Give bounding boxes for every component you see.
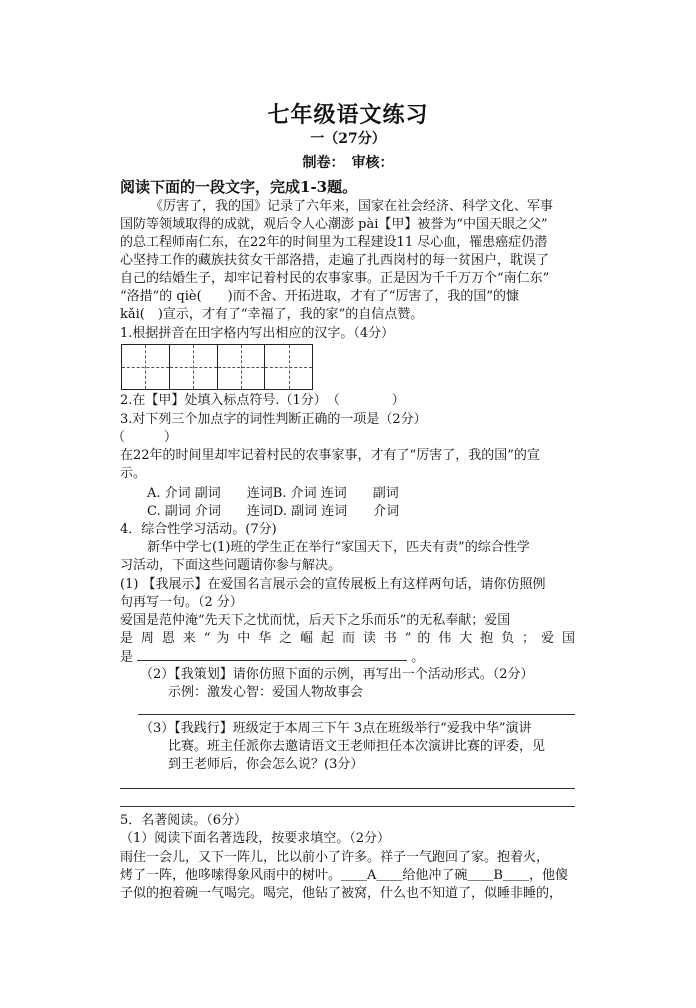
q4-part2: （2）【我策划】请你仿照下面的示例，再写出一个活动形式。（2分）	[140, 667, 534, 682]
answer-paren: （ ）	[112, 430, 178, 445]
q4-intro: 新华中学七(1)班的学生正在举行“家国天下，匹夫有责”的综合性学	[147, 540, 530, 555]
q4-example: 示例：激发心智：爱国人物故事会	[168, 685, 364, 700]
grid-cell[interactable]	[218, 345, 266, 389]
q4-part1-text: 爱国是范仲淹“先天下之忧而忧，后天下之乐而乐”的无私奉献；爱国	[120, 613, 511, 628]
q4-part1: 句再写一句。（2 分）	[120, 595, 243, 610]
q4-part3: 比赛。班主任派你去邀请语文王老师担任本次演讲比赛的评委，见	[168, 739, 546, 754]
answer-line[interactable]	[120, 806, 575, 807]
tianzige-grid[interactable]	[121, 344, 313, 390]
page-title: 七年级语文练习	[267, 102, 429, 128]
answer-line[interactable]	[138, 714, 575, 715]
passage-line: 国防等领域取得的成就，观后令人心潮澎 pài【甲】被誉为“中国天眼之父”	[120, 217, 548, 232]
passage-line: 的总工程师南仁东，在22年的时间里为工程建设11 尽心血，罹患癌症仍潜	[120, 235, 548, 250]
page-subtitle: 一（27分）	[310, 131, 386, 147]
q4-part3: 到王老师后，你会怎么说？(3分）	[168, 757, 364, 772]
passage-line: 《厉害了，我的国》记录了六年来，国家在社会经济、科学文化、军事	[150, 199, 554, 214]
maker-reviewer: 制卷： 审核：	[302, 155, 394, 171]
passage-line: 自己的结婚生子，却牢记着村民的农事家事。正是因为千千万万个“南仁东”	[120, 271, 550, 286]
answer-blank[interactable]	[137, 648, 407, 661]
q4-part1-text: 是 周 恩 来 “ 为 中 华 之 崛 起 而 读 书 ” 的 伟 大 抱 负 ； 爱 国	[120, 631, 575, 646]
q5-text: 雨住一会儿，又下一阵儿，比以前小了许多。祥子一气跑回了家。抱着火，	[120, 850, 550, 865]
passage-line: “洛措”的 qiè( )而不舍、开拓进取，才有了“厉害了，我的国”的慷	[120, 289, 520, 304]
q4-part3: （3）【我践行】班级定于本周三下午 3点在班级举行“爱我中华”演讲	[140, 721, 532, 736]
q4-part1-fill[interactable]	[120, 648, 424, 666]
grid-cell[interactable]	[122, 345, 170, 389]
question-5: 5．名著阅读。（6分）	[120, 813, 248, 828]
question-4: 4．综合性学习活动。(7分)	[120, 522, 277, 537]
option-ab: A. 介词 副词 连词B. 介词 连词 副词	[147, 486, 399, 501]
fill-prefix: 是	[120, 650, 134, 665]
q4-part1: (1) 【我展示】在爱国名言展示会的宣传展板上有这样两句话，请你仿照例	[120, 577, 546, 592]
answer-line[interactable]	[120, 788, 575, 789]
section-heading: 阅读下面的一段文字，完成1-3题。	[120, 178, 358, 196]
grid-cell[interactable]	[170, 345, 218, 389]
option-cd: C. 副词 介词 连词D. 副词 连词 介词	[147, 504, 400, 519]
grid-cell[interactable]	[265, 345, 312, 389]
q3-sentence: 在22年的时间里却牢记着村民的农事家事，才有了“厉害了，我的国”的宣	[120, 448, 540, 463]
question-3: 3.对下列三个加点字的词性判断正确的一项是（2分）	[120, 412, 427, 427]
passage-line: 心坚持工作的藏族扶贫女干部洛措，走遍了扎西岗村的每一贫困户，耽误了	[120, 253, 550, 268]
q5-part1: （1）阅读下面名著选段，按要求填空。（2分）	[120, 831, 391, 846]
question-1: 1.根据拼音在田字格内写出相应的汉字。（4分）	[120, 326, 395, 341]
q3-sentence: 示。	[120, 466, 147, 481]
question-2: 2.在【甲】处填入标点符号.（1分） （ ）	[120, 393, 405, 408]
passage-line: kǎi( )宣示，才有了“幸福了，我的家”的自信点赞。	[120, 307, 424, 322]
fill-suffix: 。	[411, 650, 425, 665]
q5-text: 烤了一阵，他哆嗦得象风雨中的树叶。＿＿A＿＿给他冲了碗＿＿B＿＿，他傻	[120, 868, 568, 883]
q5-text: 子似的抱着碗一气喝完。喝完，他钻了被窝，什么也不知道了，似睡非睡的，	[120, 886, 563, 901]
q4-intro: 习活动，下面这些问题请你参与解决。	[120, 558, 342, 573]
